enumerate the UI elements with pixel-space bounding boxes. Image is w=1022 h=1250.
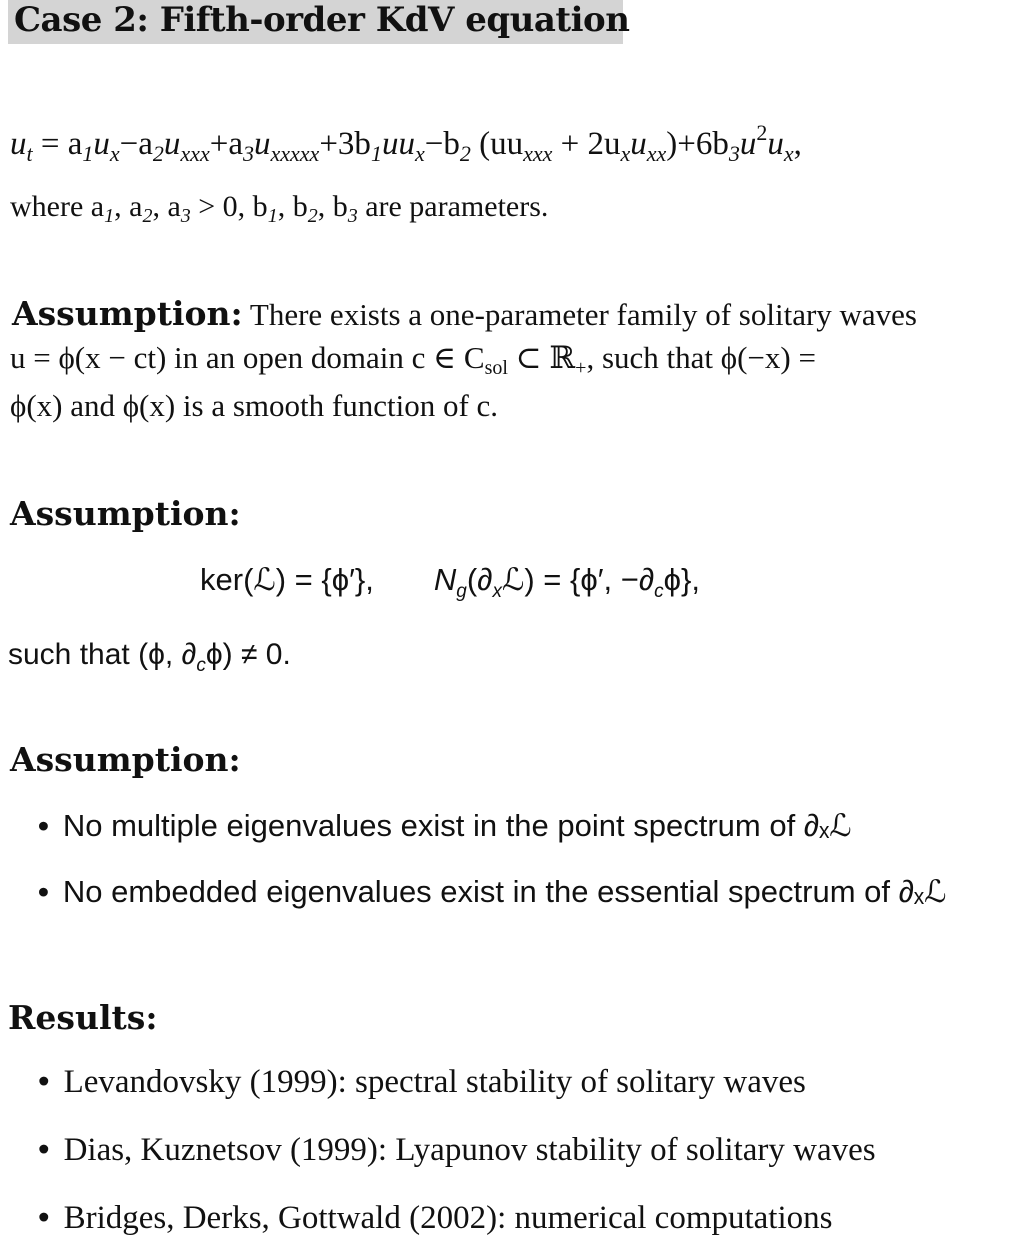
bullet-icon: • (38, 874, 49, 909)
list-item: • Levandovsky (1999): spectral stability of solitary waves (38, 1064, 806, 1100)
list-item: • No multiple eigenvalues exist in the point spectrum of ∂ₓℒ (38, 808, 852, 843)
bullet-icon: • (38, 1064, 50, 1100)
list-item: • Bridges, Derks, Gottwald (2002): numerical computations (38, 1200, 833, 1236)
assumption-1-line-1: Assumption: There exists a one-parameter family of solitary waves (12, 294, 917, 333)
assumption-1-line-2: u = ϕ(x − ct) in an open domain c ∈ $C_{sol}$ ⊂ ℝ+, such that ϕ(−x) = (10, 340, 816, 379)
bullet-icon: • (38, 808, 49, 843)
kernel-equation: ker(ℒ) = {ϕ′}, $N_g(\partial_xℒ) = \{\phi'$, $-\partial_c\phi$}, (200, 562, 700, 602)
list-item: • Dias, Kuznetsov (1999): Lyapunov stability of solitary waves (38, 1132, 876, 1168)
assumption-1-line-3: ϕ(x) and ϕ(x) is a smooth function of c. (10, 388, 499, 423)
kdv-equation: $u_t = a_1u_x-a_2u_{xxx}+a_3u_{xxxxx}+3b_1uu_x-b_2$ $(uu_{xxx} + 2u_xu_{xx})+6b_3u^2u_x$, (10, 120, 802, 166)
list-item: • No embedded eigenvalues exist in the essential spectrum of ∂ₓℒ (38, 874, 947, 909)
page-title: Case 2: Fifth-order KdV equation (14, 0, 630, 40)
results-heading: Results: (8, 998, 158, 1037)
assumption-3-heading: Assumption: (10, 740, 241, 779)
parameters-note: where $a_1$, $a_2$, $a_3 > 0$, $b_1$, $b_2$, $b_3$ are parameters. (10, 190, 549, 227)
assumption-2-heading: Assumption: (10, 494, 241, 533)
bullet-icon: • (38, 1132, 50, 1168)
assumption-1-heading: Assumption: (12, 294, 243, 333)
nondegeneracy-condition: such that (ϕ, $\partial_c\phi) \ne 0$. (8, 638, 291, 676)
bullet-icon: • (38, 1200, 50, 1236)
